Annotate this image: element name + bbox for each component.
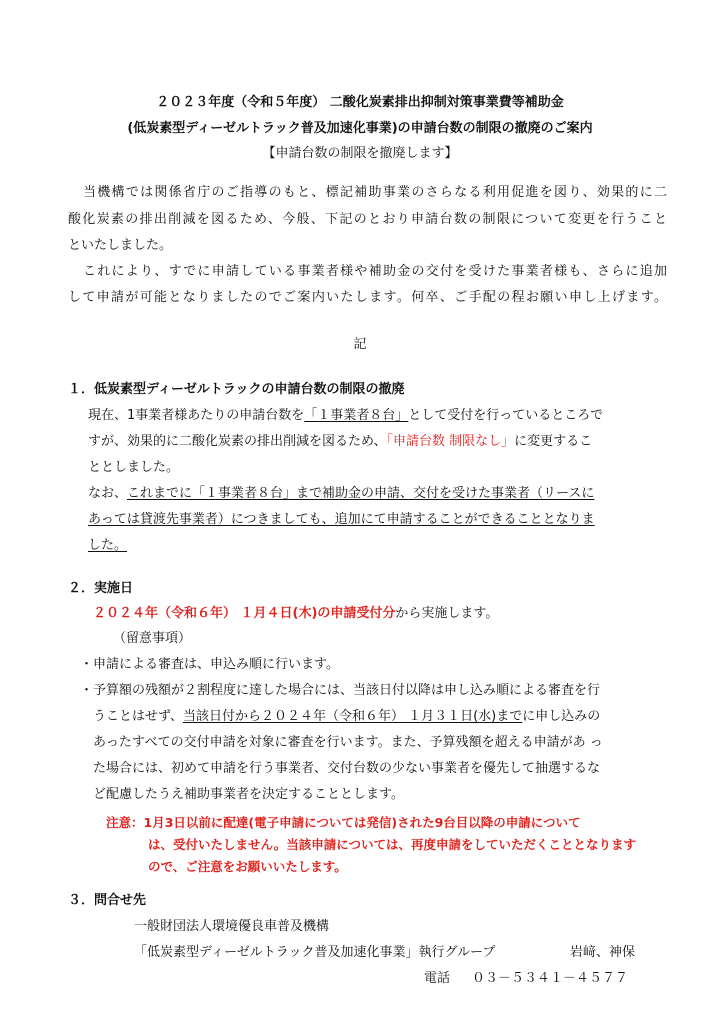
section2-bullet-2-line-1: ・予算額の残額が２割程度に達した場合には、当該日付以降は申し込み順による審査を行 — [80, 683, 601, 698]
contact-phone-line — [424, 970, 628, 987]
title-line-2: (低炭素型ディーゼルトラック普及加速化事業)の申請台数の制限の撤廃のご案内 — [127, 121, 593, 136]
title-line-3: 【申請台数の制限を撤廃します】 — [262, 146, 458, 161]
section1-line-5: あっては貸渡先事業者）につきましても、追加にて申請することができることとなりま — [88, 512, 595, 527]
contact-phone-label: 電話 — [424, 971, 451, 986]
section2-bullet-2-line-2 — [93, 708, 600, 725]
intro-p1-line-3: といたしました。 — [68, 238, 173, 253]
caution-line-1: 注意：1月3日以前に配達(電子申請については発信)された9台目以降の申請について — [106, 815, 581, 830]
intro-p2-line-1: これにより、すでに申請している事業者様や補助金の交付を受けた事業者様も、さらに追加 — [83, 264, 667, 279]
section2-bullet-1: ・申請による審査は、申込み順に行います。 — [80, 657, 339, 672]
section2-b2l2a: うことはせず、 — [93, 709, 183, 724]
section1-line-3: ととしました。 — [88, 460, 180, 475]
section1-l2b: 「申請台数 制限なし」 — [386, 434, 515, 449]
section2-heading: ２．実施日 — [68, 581, 134, 596]
section1-l1c: として受付を行っているところで — [408, 408, 604, 423]
section1-l1b: 「１事業者８台」 — [304, 408, 409, 423]
section2-b2l2c: に申し込みの — [522, 709, 601, 724]
intro-p2-line-2: して申請が可能となりましたのでご案内いたします。何卒、ご手配の程お願い申し上げます。 — [68, 290, 667, 305]
section1-line-1 — [88, 407, 603, 424]
section1-line-4 — [88, 485, 594, 502]
section2-date-rest: から実施します。 — [395, 606, 499, 621]
section2-date-line — [93, 605, 498, 622]
ki-marker: 記 — [353, 337, 367, 352]
section1-heading: １．低炭素型ディーゼルトラックの申請台数の制限の撤廃 — [68, 382, 405, 397]
caution-line-3: ので、ご注意をお願いいたします。 — [148, 859, 347, 874]
section2-bullet-2-line-4: た場合には、初めて申請を行う事業者、交付台数の少ない事業者を優先して抽選するな — [93, 761, 601, 776]
contact-phone-number: ０３－５３４１－４５７７ — [472, 971, 629, 986]
section1-l1a: 現在、1事業者様あたりの申請台数を — [88, 408, 305, 423]
section1-l2c: に変更するこ — [514, 434, 593, 449]
intro-p1-line-1: 当機構では関係省庁のご指導のもと、標記補助事業のさらなる利用促進を図り、効果的に二 — [83, 185, 667, 200]
caution-line-2: は、受付いたしません。当該申請については、再度申請をしていただくこととなります — [148, 837, 637, 852]
section2-bullet-2-line-5: ど配慮したうえ補助事業者を決定することとします。 — [93, 787, 404, 802]
section3-heading: ３．問合せ先 — [68, 893, 147, 908]
section2-b2l2b: 当該日付から２０２４年（令和６年） １月３１日(水)まで — [182, 709, 523, 724]
section2-note-heading: （留意事項） — [113, 631, 192, 646]
title-line-1: ２０２３年度（令和５年度） 二酸化炭素排出抑制対策事業費等補助金 — [156, 95, 564, 110]
section1-l4b: これまでに「１事業者８台」まで補助金の申請、交付を受けた事業者（リースに — [127, 486, 595, 501]
section2-bullet-2-line-3: あったすべての交付申請を対象に審査を行います。また、予算残額を超える申請があ っ — [93, 735, 603, 750]
contact-org: 一般財団法人環境優良車普及機構 — [134, 919, 330, 934]
intro-p1-line-2: 酸化炭素の排出削減を図るため、今般、下記のとおり申請台数の制限について変更を行うこと — [68, 212, 667, 227]
contact-group: 「低炭素型ディーゼルトラック普及加速化事業」執行グループ — [134, 945, 496, 960]
section1-l4a: なお、 — [88, 486, 128, 501]
contact-persons: 岩﨑、神保 — [570, 945, 636, 960]
section1-line-6: した。 — [88, 538, 128, 553]
section2-date-red: ２０２４年（令和６年） １月４日(木)の申請受付分 — [93, 606, 396, 621]
section1-l2a: すが、効果的に二酸化炭素の排出削減を図るため、 — [88, 434, 387, 449]
section1-line-2 — [88, 433, 592, 450]
